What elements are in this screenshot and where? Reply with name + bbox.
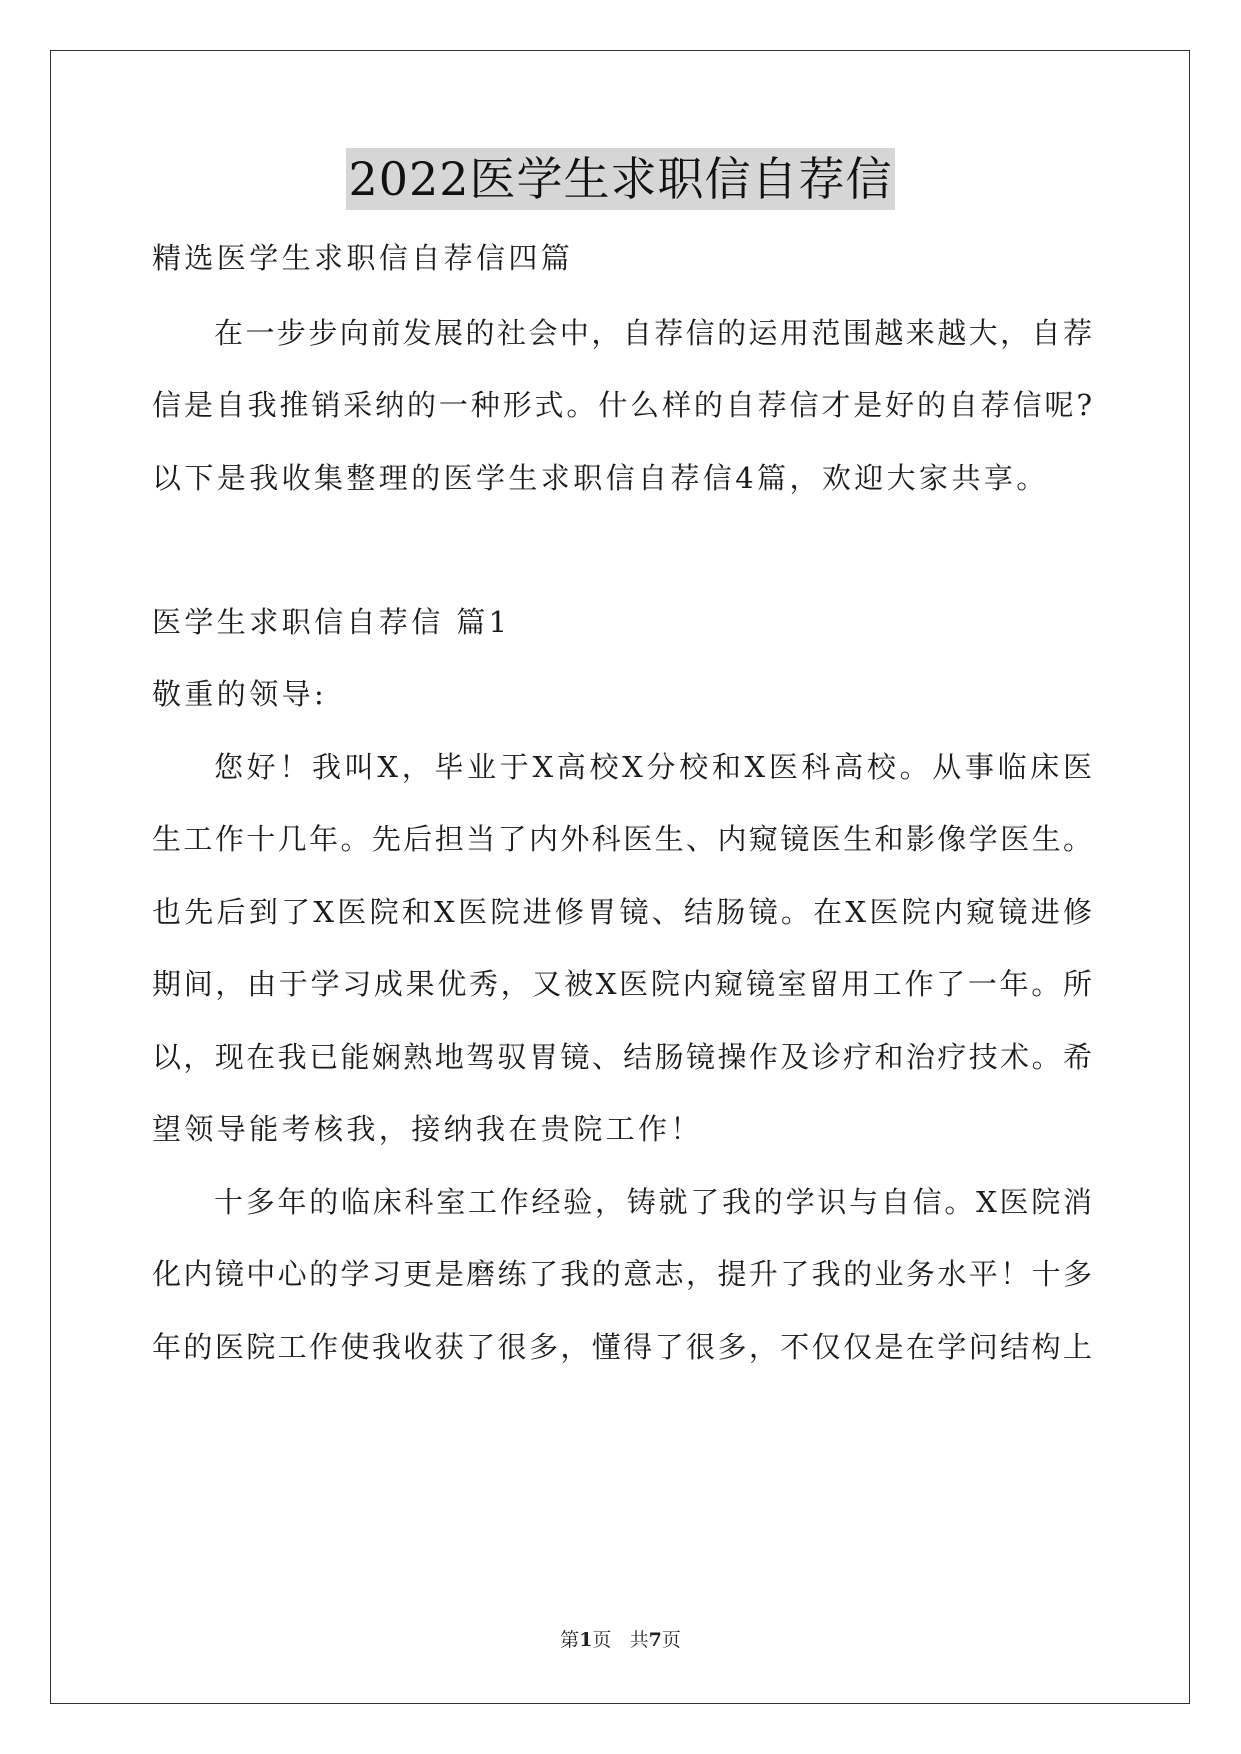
paragraph2-line-3: 年的医院工作使我收获了很多，懂得了很多，不仅仅是在学问结构上: [152, 1330, 1092, 1364]
intro-line-1: 在一步步向前发展的社会中，自荐信的运用范围越来越大，自荐: [214, 316, 1092, 350]
subtitle: 精选医学生求职信自荐信四篇: [152, 241, 574, 275]
paragraph2-line-2: 化内镜中心的学习更是磨练了我的意志，提升了我的业务水平！十多: [152, 1257, 1092, 1291]
footer-page-number: 1: [579, 1629, 593, 1651]
paragraph1-line-5: 以，现在我已能娴熟地驾驭胃镜、结肠镜操作及诊疗和治疗技术。希: [152, 1040, 1092, 1074]
page-footer: [0, 1628, 1241, 1652]
paragraph1-line-4: 期间，由于学习成果优秀，又被X医院内窥镜室留用工作了一年。所: [152, 967, 1092, 1001]
paragraph1-line-1: 您好！我叫X，毕业于X高校X分校和X医科高校。从事临床医: [214, 750, 1092, 784]
intro-line-3: 以下是我收集整理的医学生求职信自荐信4篇，欢迎大家共享。: [152, 461, 1049, 495]
intro-line-2: 信是自我推销采纳的一种形式。什么样的自荐信才是好的自荐信呢?: [152, 388, 1092, 422]
footer-total-prefix: 共: [629, 1629, 649, 1651]
footer-total-suffix: 页: [661, 1629, 681, 1651]
salutation: 敬重的领导:: [152, 677, 328, 711]
footer-page-suffix: 页: [592, 1629, 612, 1651]
paragraph1-line-3: 也先后到了X医院和X医院进修胃镜、结肠镜。在X医院内窥镜进修: [152, 895, 1092, 929]
paragraph1-line-2: 生工作十几年。先后担当了内外科医生、内窥镜医生和影像学医生。: [152, 822, 1092, 856]
paragraph2-line-1: 十多年的临床科室工作经验，铸就了我的学识与自信。X医院消: [214, 1185, 1092, 1219]
footer-total-pages: 7: [648, 1629, 662, 1651]
paragraph1-line-6: 望领导能考核我，接纳我在贵院工作！: [152, 1112, 703, 1146]
title-container: [0, 148, 1241, 210]
page-border: [50, 50, 1190, 1704]
document-title: 2022医学生求职信自荐信: [346, 148, 894, 210]
footer-page-prefix: 第: [560, 1629, 580, 1651]
section-heading: 医学生求职信自荐信 篇1: [152, 605, 511, 639]
